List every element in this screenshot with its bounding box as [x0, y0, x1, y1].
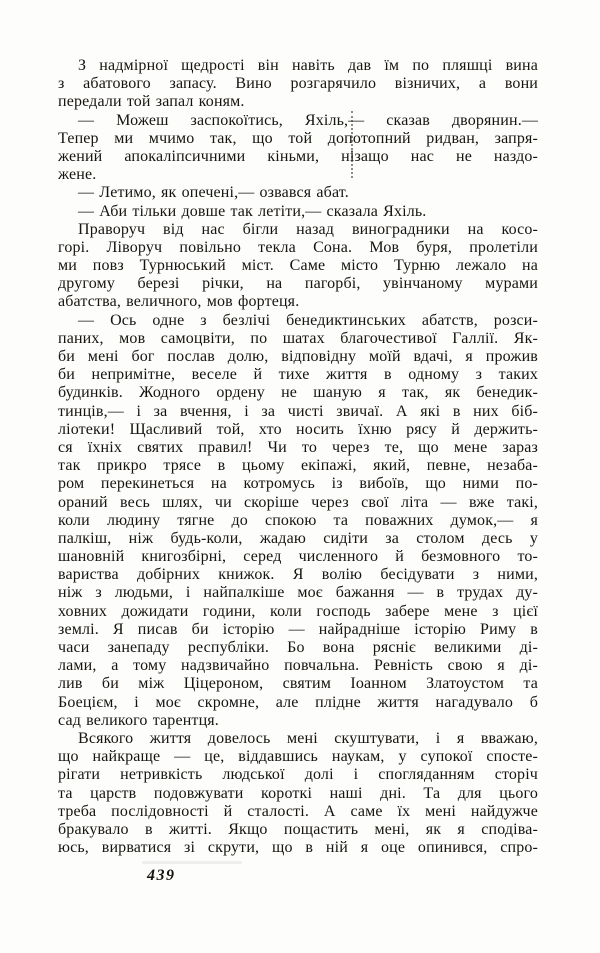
- text-line: часи занепаду республіки. Бо вона рясніє великими ді-: [58, 639, 538, 656]
- text-line: Тепер ми мчимо так, що той допотопний ридван, запря-: [58, 129, 538, 147]
- text-line: жений апокаліпсичними кіньми, нізащо нас не наздо-: [58, 147, 538, 165]
- text-line: ся їхніх святих правил! Чи то через те, що мене зараз: [58, 438, 538, 456]
- text-line: та царств подовжувати короткі наші дні. Та для цього: [58, 784, 538, 802]
- text-line: абатства, величного, мов фортеця.: [58, 293, 300, 311]
- text-line: би мені бог послав долю, відповідну моїй вдачі, я прожив: [58, 348, 538, 365]
- text-line: треба послідовності й сталості. А саме їх мені найдужче: [58, 802, 538, 820]
- page-number: 439: [147, 867, 176, 884]
- text-line: Боецієм, і моє скромне, але плідне життя нагадувало б: [58, 693, 538, 711]
- text-line: юсь, вирватися зі скрути, що в ній я оце опинився, спро-: [58, 839, 538, 857]
- text-line: землі. Я писав би історію — найрадніше історію Риму в: [58, 620, 538, 638]
- text-line: — Можеш заспокоїтись, Яхіль,— сказав дворянин.—: [78, 111, 538, 129]
- text-line: з абатового запасу. Вино розгарячило візничих, а вони: [58, 75, 538, 93]
- page-body: [58, 57, 538, 857]
- text-line: паних, мов самоцвіти, по шатах благочестивої Галлії. Як-: [58, 329, 538, 347]
- scan-artifact-streak: [142, 861, 242, 864]
- text-line: горі. Ліворуч повільно текла Сона. Мов буря, пролетіли: [58, 238, 538, 256]
- text-line: З надмірної щедрості він навіть дав їм по пляшці вина: [78, 57, 538, 74]
- text-line: ліотеки! Щасливий той, хто носить їхню рясу й держить-: [58, 420, 538, 438]
- text-line: лив би між Ціцероном, святим Іоанном Златоустом та: [58, 675, 538, 693]
- text-line: палкіш, ніж будь-коли, жадаю сидіти за столом десь у: [58, 529, 538, 547]
- text-line: будинків. Жодного ордену не шаную я так, як бенедик-: [58, 384, 538, 402]
- text-line: коли людину тягне до спокою та поважних думок,— я: [58, 511, 538, 529]
- text-line: ораний весь шлях, чи скоріше через свої літа — вже такі,: [58, 493, 538, 511]
- text-line: ховних дожидати години, коли господь забере мене з цієї: [58, 602, 538, 620]
- text-line: Праворуч від нас бігли назад виноградники на косо-: [78, 220, 538, 238]
- text-line: так прикро трясе в цьому екіпажі, який, певне, незаба-: [58, 457, 538, 475]
- text-line: ром перекинеться на котромусь із вибоїв, що ними по-: [58, 475, 538, 493]
- scan-artifact-dotted-line: [351, 111, 353, 178]
- text-line: передали той запал коням.: [58, 93, 245, 111]
- text-line: сад великого тарентця.: [58, 711, 219, 729]
- text-line: ніж з людьми, і найпалкіше моє бажання — в трудах ду-: [58, 584, 538, 602]
- text-line: — Летимо, як опечені,— озвався абат.: [78, 184, 349, 202]
- text-line: — Ось одне з безлічі бенедиктинських абатств, розси-: [78, 311, 538, 329]
- text-line: ми повз Турнюський міст. Саме місто Турню лежало на: [58, 257, 538, 275]
- text-line: — Аби тільки довше так летіти,— сказала Яхіль.: [78, 202, 427, 220]
- text-line: жене.: [58, 166, 97, 184]
- text-line: Всякого життя довелось мені скуштувати, і я вважаю,: [78, 729, 538, 747]
- text-line: лами, а тому надзвичайно повчальна. Ревність свою я ді-: [58, 657, 538, 675]
- text-line: другому березі річки, на пагорбі, увінчаному мурами: [58, 275, 538, 293]
- text-line: вариства добірних книжок. Я волію бесідувати з ними,: [58, 566, 538, 584]
- text-line: тинців,— і за вчення, і за чисті звичаї. А які в них біб-: [58, 402, 538, 420]
- text-line: рігати нетривкість людської долі і спогляданням сторіч: [58, 766, 538, 784]
- text-line: би непримітне, веселе й тихе життя в одному з таких: [58, 366, 538, 384]
- text-line: що найкраще — це, віддавшись наукам, у супокої спосте-: [58, 748, 538, 766]
- text-line: бракувало в житті. Якщо пощастить мені, як я сподіва-: [58, 820, 538, 838]
- text-line: шановній книгозбірні, серед численного й безмовного то-: [58, 548, 538, 566]
